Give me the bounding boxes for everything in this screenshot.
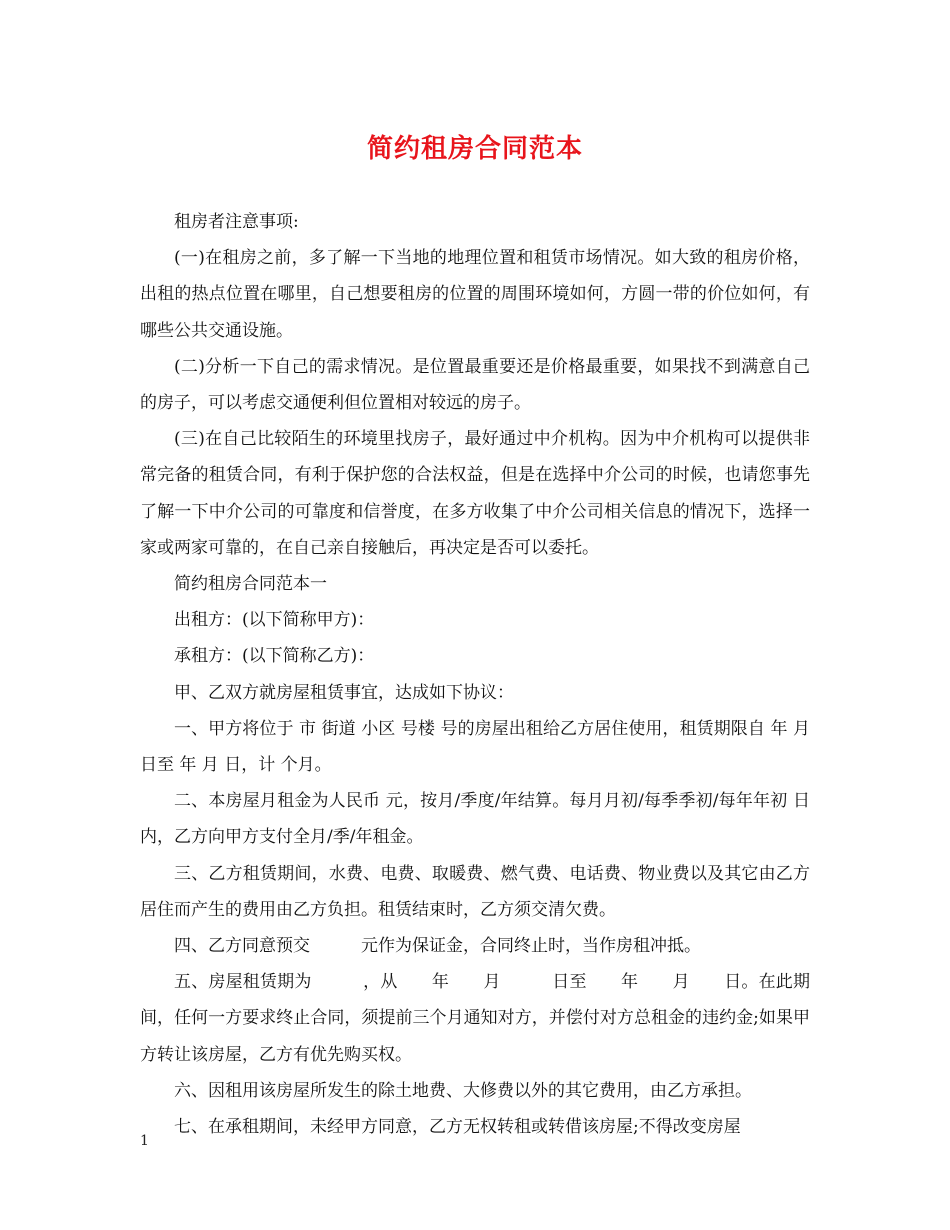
paragraph-clause-7: 七、在承租期间，未经甲方同意，乙方无权转租或转借该房屋;不得改变房屋 <box>174 1117 741 1138</box>
paragraph-contract-heading: 简约租房合同范本一 <box>174 574 327 595</box>
paragraph-clause-5: 五、房屋租赁期为 ，从 年 月 日至 年 月 日。在此期间，任何一方要求终止合同，须提前三个月通知对方，并偿付对方总租金的违约金;如果甲方转让该房屋，乙方有优先购买权。 <box>140 972 810 1065</box>
paragraph-notice-3: (三)在自己比较陌生的环境里找房子，最好通过中介机构。因为中介机构可以提供非常完备的租赁合同，有利于保护您的合法权益，但是在选择中介公司的时候，也请您事先了解一下中介公司的可靠度和信誉度，在多方收集了中介公司相关信息的情况下，选择一家或两家可靠的，在自己亲自接触后，再决定是否可以委托。 <box>140 429 810 558</box>
paragraph-agreement: 甲、乙双方就房屋租赁事宜，达成如下协议： <box>174 682 514 703</box>
paragraph-clause-2: 二、本房屋月租金为人民币 元，按月/季度/年结算。每月月初/每季季初/每年年初 日内，乙方向甲方支付全月/季/年租金。 <box>140 791 810 848</box>
paragraph-lessee: 承租方：(以下简称乙方)： <box>174 646 375 667</box>
paragraph-clause-1: 一、甲方将位于 市 街道 小区 号楼 号的房屋出租给乙方居住使用，租赁期限自 年 月 日至 年 月 日，计 个月。 <box>140 718 810 776</box>
page-number: 1 <box>140 1133 149 1149</box>
document-title: 简约租房合同范本 <box>366 134 583 164</box>
paragraph-notice-heading: 租房者注意事项: <box>174 212 299 232</box>
paragraph-clause-6: 六、因租用该房屋所发生的除土地费、大修费以外的其它费用，由乙方承担。 <box>174 1080 752 1101</box>
paragraph-clause-3: 三、乙方租赁期间，水费、电费、取暖费、燃气费、电话费、物业费以及其它由乙方居住而产生的费用由乙方负担。租赁结束时，乙方须交清欠费。 <box>140 863 810 920</box>
paragraph-clause-4: 四、乙方同意预交 元作为保证金，合同终止时，当作房租冲抵。 <box>174 936 701 957</box>
document-body <box>140 204 810 1145</box>
paragraph-notice-2: (二)分析一下自己的需求情况。是位置最重要还是价格最重要，如果找不到满意自己的房子，可以考虑交通便利但位置相对较远的房子。 <box>140 356 810 414</box>
paragraph-lessor: 出租方：(以下简称甲方)： <box>174 610 375 631</box>
paragraph-notice-1: (一)在租房之前，多了解一下当地的地理位置和租赁市场情况。如大致的租房价格，出租的热点位置在哪里，自己想要租房的位置的周围环境如何，方圆一带的价位如何，有哪些公共交通设施。 <box>140 248 810 341</box>
